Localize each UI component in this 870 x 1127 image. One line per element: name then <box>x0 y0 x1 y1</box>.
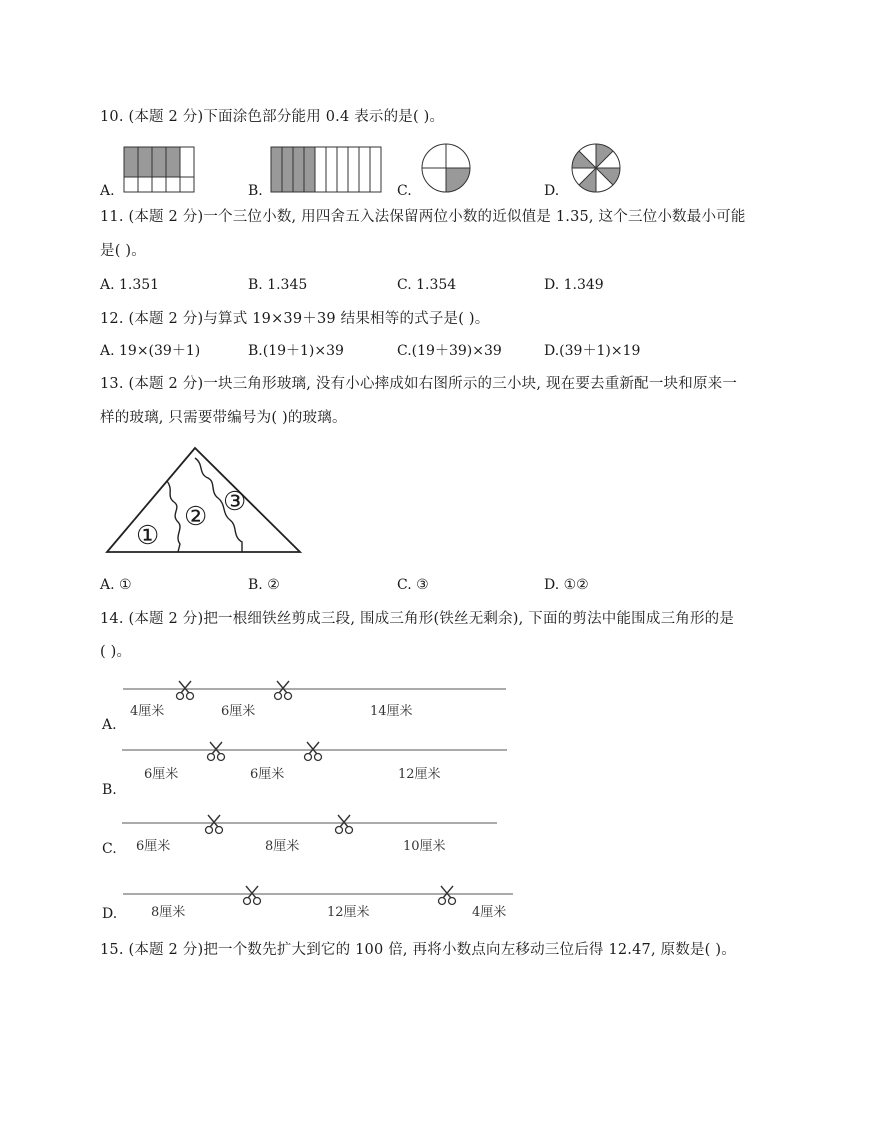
q13-piece-label-1: ① <box>136 521 160 551</box>
q12-option-d: D.(39＋1)×19 <box>544 343 641 359</box>
q10-strip-figure-b <box>270 146 382 194</box>
q13-stem-line2: 样的玻璃, 只需要带编号为( )的玻璃。 <box>100 410 347 426</box>
q14-b-segment-3: 12厘米 <box>398 767 441 782</box>
scissors-icon <box>241 884 263 906</box>
q14-option-b-label: B. <box>102 782 117 798</box>
shaded-cell <box>138 147 152 177</box>
q13-piece-label-3: ③ <box>223 487 247 517</box>
q14-c-segment-2: 8厘米 <box>265 839 300 854</box>
q13-option-c: C. ③ <box>397 577 429 593</box>
q13-piece-label-2: ② <box>184 502 208 532</box>
q11-option-b: B. 1.345 <box>248 277 308 293</box>
q14-b-segment-1: 6厘米 <box>144 767 179 782</box>
q14-wire-c <box>122 822 498 826</box>
q11-option-a: A. 1.351 <box>100 277 160 293</box>
shaded-cell <box>124 147 138 177</box>
q14-b-segment-2: 6厘米 <box>250 767 285 782</box>
q14-stem-line1: 14. (本题 2 分)把一根细铁丝剪成三段, 围成三角形(铁丝无剩余), 下面的剪法中能围成三角形的是 <box>100 611 735 627</box>
q14-c-segment-1: 6厘米 <box>136 839 171 854</box>
shaded-cell <box>152 147 166 177</box>
q10-option-b-label: B. <box>248 183 263 199</box>
q12-option-a: A. 19×(39＋1) <box>100 343 201 359</box>
q14-option-d-label: D. <box>102 906 118 922</box>
q13-option-b: B. ② <box>248 577 280 593</box>
q14-d-segment-3: 4厘米 <box>472 905 507 920</box>
q14-a-segment-1: 4厘米 <box>130 704 165 719</box>
q10-circle-figure-c <box>420 142 472 194</box>
scissors-icon <box>436 884 458 906</box>
scissors-icon <box>302 740 324 762</box>
q14-d-segment-2: 12厘米 <box>327 905 370 920</box>
shaded-cell <box>166 147 180 177</box>
scissors-icon <box>333 813 355 835</box>
q12-stem: 12. (本题 2 分)与算式 19×39＋39 结果相等的式子是( )。 <box>100 311 490 327</box>
q10-grid-figure-a <box>123 146 197 194</box>
q14-option-c-label: C. <box>102 841 117 857</box>
q10-stem: 10. (本题 2 分)下面涂色部分能用 0.4 表示的是( )。 <box>100 109 445 125</box>
q13-broken-triangle-figure <box>104 444 304 556</box>
q11-stem-line1: 11. (本题 2 分)一个三位小数, 用四舍五入法保留两位小数的近似值是 1.35, 这个三位小数最小可能 <box>100 209 746 225</box>
q14-c-segment-3: 10厘米 <box>403 839 446 854</box>
scissors-icon <box>272 679 294 701</box>
q11-option-c: C. 1.354 <box>397 277 457 293</box>
scissors-icon <box>205 740 227 762</box>
q12-option-c: C.(19＋39)×39 <box>397 343 502 359</box>
q10-option-a-label: A. <box>100 183 115 199</box>
q13-stem-line1: 13. (本题 2 分)一块三角形玻璃, 没有小心摔成如右图所示的三小块, 现在要去重新配一块和原来一 <box>100 376 738 392</box>
q14-stem-line2: ( )。 <box>100 644 132 660</box>
q11-option-d: D. 1.349 <box>544 277 604 293</box>
q13-option-a: A. ① <box>100 577 132 593</box>
q14-option-a-label: A. <box>102 717 117 733</box>
q10-circle-figure-d <box>570 142 622 194</box>
q11-stem-line2: 是( )。 <box>100 243 146 259</box>
q13-option-d: D. ①② <box>544 577 589 593</box>
q14-d-segment-1: 8厘米 <box>151 905 186 920</box>
scissors-icon <box>174 679 196 701</box>
scissors-icon <box>203 813 225 835</box>
q15-stem: 15. (本题 2 分)把一个数先扩大到它的 100 倍, 再将小数点向左移动三位后得 12.47, 原数是( )。 <box>100 942 736 958</box>
q10-option-d-label: D. <box>544 183 560 199</box>
q10-option-c-label: C. <box>397 183 412 199</box>
q12-option-b: B.(19＋1)×39 <box>248 343 344 359</box>
q14-a-segment-2: 6厘米 <box>221 704 256 719</box>
q14-a-segment-3: 14厘米 <box>370 704 413 719</box>
